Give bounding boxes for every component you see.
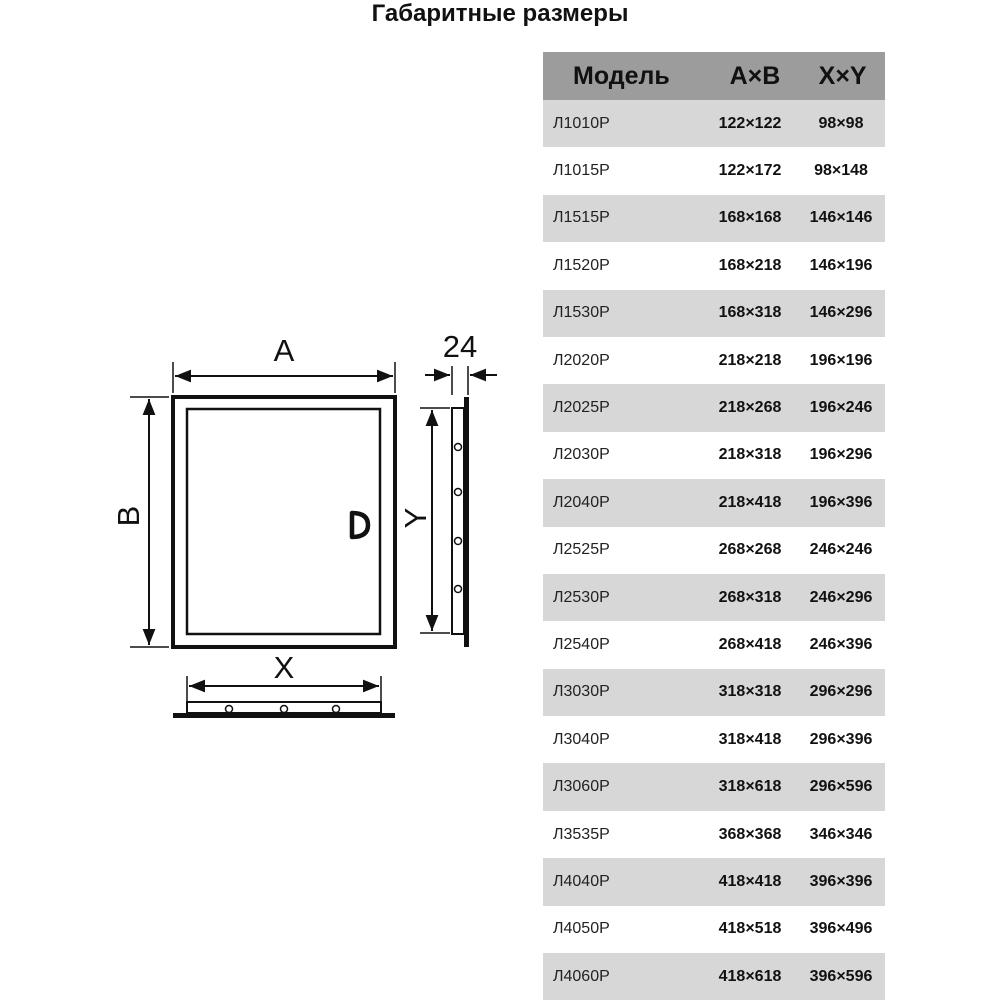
table-row	[543, 906, 885, 953]
cell-model: Л2530Р	[553, 588, 610, 606]
cell-model: Л2020Р	[553, 351, 610, 369]
cell-ab: 168×218	[718, 256, 782, 274]
cell-model: Л3060Р	[553, 778, 610, 796]
cell-model: Л3040Р	[553, 730, 610, 748]
label-depth: 24	[442, 329, 478, 364]
cell-ab: 218×318	[718, 446, 782, 464]
cell-ab: 318×418	[718, 730, 782, 748]
cell-xy: 396×596	[809, 967, 873, 985]
table-row	[543, 290, 885, 337]
table-row	[543, 953, 885, 1000]
cell-model: Л1530Р	[553, 304, 610, 322]
cell-ab: 318×318	[718, 683, 782, 701]
cell-xy: 246×296	[809, 588, 873, 606]
cell-ab: 268×268	[718, 541, 782, 559]
dimension-a	[173, 333, 395, 393]
table-row	[543, 669, 885, 716]
cell-xy: 98×98	[818, 114, 864, 132]
cell-ab: 168×318	[718, 304, 782, 322]
cell-ab: 368×368	[718, 825, 782, 843]
cell-model: Л2540Р	[553, 635, 610, 653]
cell-ab: 122×122	[718, 114, 782, 132]
table-row	[543, 527, 885, 574]
cell-model: Л2030Р	[553, 446, 610, 464]
header-xy: X×Y	[818, 61, 867, 90]
table-row	[543, 147, 885, 194]
table-row	[543, 337, 885, 384]
cell-xy: 296×596	[809, 778, 873, 796]
table-row	[543, 574, 885, 621]
dimension-b	[111, 397, 169, 647]
cell-xy: 246×396	[809, 635, 873, 653]
cell-ab: 218×418	[718, 493, 782, 511]
cell-xy: 196×296	[809, 446, 873, 464]
table-row	[543, 811, 885, 858]
cell-model: Л4050Р	[553, 920, 610, 938]
table-row	[543, 384, 885, 431]
cell-model: Л1015Р	[553, 162, 610, 180]
cell-ab: 418×518	[718, 920, 782, 938]
table-row	[543, 242, 885, 289]
cell-model: Л1520Р	[553, 256, 610, 274]
cell-ab: 268×418	[718, 635, 782, 653]
dimensions-table	[543, 52, 885, 1000]
cell-model: Л2525Р	[553, 541, 610, 559]
cell-model: Л1010Р	[553, 114, 610, 132]
cell-xy: 98×148	[814, 162, 868, 180]
table-row	[543, 716, 885, 763]
cell-xy: 346×346	[809, 825, 873, 843]
cell-model: Л4040Р	[553, 872, 610, 890]
cell-xy: 146×196	[809, 256, 873, 274]
cell-xy: 196×396	[809, 493, 873, 511]
cell-xy: 196×246	[809, 399, 873, 417]
page-title: Габаритные размеры	[371, 0, 629, 27]
hatch-front-view	[173, 397, 395, 647]
label-y: Y	[398, 507, 433, 529]
header-model: Модель	[573, 61, 670, 90]
cell-xy: 396×496	[809, 920, 873, 938]
label-a: A	[273, 333, 295, 368]
table-row	[543, 195, 885, 242]
hatch-bottom-view	[173, 650, 395, 718]
cell-model: Л3030Р	[553, 683, 610, 701]
cell-xy: 146×146	[809, 209, 873, 227]
table-row	[543, 479, 885, 526]
cell-xy: 396×396	[809, 872, 873, 890]
cell-model: Л2040Р	[553, 493, 610, 511]
cell-ab: 218×218	[718, 351, 782, 369]
table-row	[543, 858, 885, 905]
cell-ab: 318×618	[718, 778, 782, 796]
cell-model: Л1515Р	[553, 209, 610, 227]
table-row	[543, 763, 885, 810]
cell-ab: 122×172	[718, 162, 782, 180]
cell-ab: 218×268	[718, 399, 782, 417]
cell-xy: 296×396	[809, 730, 873, 748]
label-x: X	[273, 650, 295, 685]
cell-model: Л4060Р	[553, 967, 610, 985]
table-header	[543, 52, 885, 100]
cell-xy: 196×196	[809, 351, 873, 369]
cell-ab: 418×418	[718, 872, 782, 890]
header-ab: A×B	[729, 61, 781, 90]
table-row	[543, 100, 885, 147]
cell-ab: 418×618	[718, 967, 782, 985]
cell-model: Л3535Р	[553, 825, 610, 843]
table-row	[543, 621, 885, 668]
label-b: B	[111, 505, 146, 527]
table-row	[543, 432, 885, 479]
cell-xy: 146×296	[809, 304, 873, 322]
cell-xy: 246×246	[809, 541, 873, 559]
hatch-side-view	[398, 329, 497, 647]
cell-model: Л2025Р	[553, 399, 610, 417]
cell-ab: 168×168	[718, 209, 782, 227]
cell-xy: 296×296	[809, 683, 873, 701]
cell-ab: 268×318	[718, 588, 782, 606]
